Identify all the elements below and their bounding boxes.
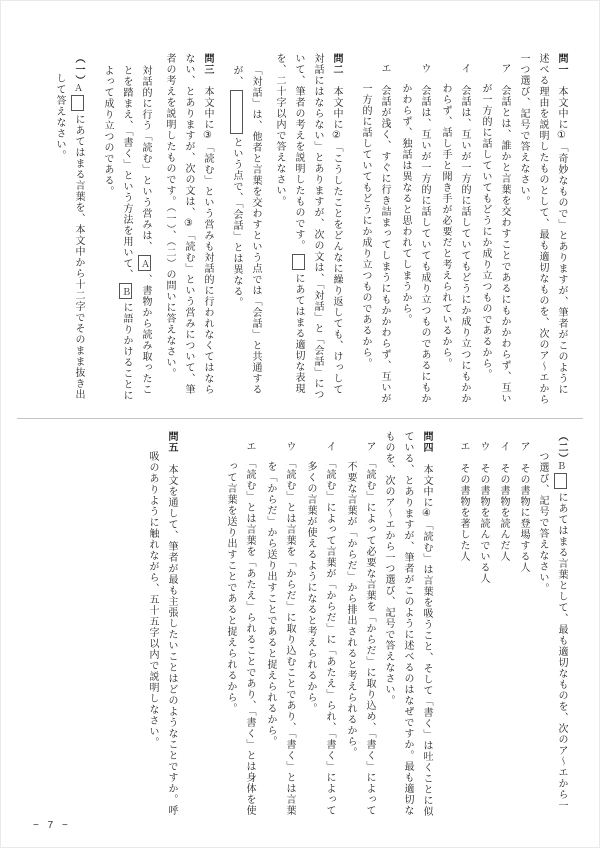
statement-2-text-1: 「対話」は、他者と言葉を交わすという点では「会話」と共通するが、: [231, 65, 261, 395]
statement-3-text-3: に語りかけることによって成り立つのである。: [102, 65, 132, 401]
choice-i-text: 「読む」によって言葉が「からだ」に「あたえ」られ、「書く」によって多くの言葉が使えるようになると考えられるから。: [305, 452, 335, 816]
choice-i-text: 会話は、互いが一方的に話していてもどうにか成り立つにもかかわらず、話し手と聞き手が必要だと考えられているから。: [440, 74, 470, 404]
question-3-label: 問三: [202, 53, 213, 75]
question-2-label: 問二: [331, 53, 342, 75]
blank-answer-slot: [230, 90, 243, 134]
question-2-statement: [227, 53, 265, 405]
sub-question-2-choice-u: [474, 431, 493, 817]
choice-u-label: ウ: [419, 63, 430, 74]
question-4: [221, 431, 436, 817]
question-1-choice-u: [396, 53, 434, 405]
question-2-prompt-2: にあてはまる適切な表現を、二十字以内で答えなさい。: [274, 53, 304, 394]
question-3-statement: [98, 53, 155, 405]
sub-question-2-text-2: にあてはまる言葉として、最も適切なものを、次のア〜エから一つ選び、記号で答えなさい。: [537, 451, 567, 811]
choice-a-text: 会話とは、誰かと言葉を交わすことであるにもかかわらず、互いが一方的に話していてもどうにか成り立つものであるから。: [480, 74, 510, 404]
question-2-prompt-1: 本文中に②「こうしたことをどんなに繰り返しても、けっして対話にはならない」とありますが、次の文は、「対話」と「会話」について、筆者の考えを説明したものです。: [293, 53, 342, 400]
question-1-choice-i: [436, 53, 474, 405]
slot-b-box: Ｂ: [119, 283, 132, 299]
sub-question-2-choice-i: [494, 431, 513, 817]
question-4-label: 問四: [421, 431, 432, 453]
question-1-choice-e: [356, 53, 394, 405]
statement-3-text-2: 、書物から読み取ったことを踏まえ、「書く」という方法を用いて、: [121, 65, 151, 395]
question-4-prompt: 本文中に④「読む」は言葉を吸うこと、そして「書く」は吐くことに似ている、とありますが、筆者がこのように述べるのはなぜですか。最も適切なものを、次のア〜エから一つ選び、記号で答えなさい。: [383, 431, 432, 817]
question-1-label: 問一: [556, 53, 567, 75]
sub-question-2: [454, 431, 571, 817]
question-1-prompt: 本文中に①「奇妙なもので」とありますが、筆者がこのように述べる理由を説明したものとして、最も適切なものを、次のア〜エから一つ選び、記号で答えなさい。: [518, 53, 567, 405]
question-5-body: [143, 431, 181, 817]
question-2: [227, 53, 346, 405]
choice-e-text: 会話が浅く、すぐに行き詰まってしまうにもかかわらず、互いが一方的に話していてもどうにか成り立つものであるから。: [360, 74, 390, 404]
question-3: [98, 53, 217, 405]
choice-i-text: その書物を読んだ人: [498, 452, 509, 562]
choice-i-label: イ: [459, 63, 470, 74]
choice-u-text: 会話は、互いが一方的に話していても成り立つものであるにもかかわらず、独話は異なると思われてしまうから。: [400, 74, 430, 404]
slot-a-box: Ａ: [138, 255, 151, 271]
page-number: − 7 −: [33, 820, 71, 831]
choice-a-text: その書物に登場する人: [518, 452, 529, 573]
question-2-body: [270, 53, 346, 405]
statement-3-text-1: 対話的に行う「読む」という営みは、: [140, 65, 151, 252]
choice-u-text: 「読む」とは言葉を「からだ」に取り込むことであり、「書く」とは言葉を「からだ」から送り出すことであると捉えられるから。: [265, 452, 295, 816]
choice-i-label: イ: [324, 441, 335, 452]
question-3-prompt: 本文中に③「読む」という営みも対話的に行われなくてはならない、とありますが、次の文は、③「読む」という営みについて、筆者の考えを説明したものです。（一）、（二）の問いに答えなさい。: [164, 53, 213, 395]
question-5-label: 問五: [166, 431, 177, 453]
choice-u-label: ウ: [284, 441, 295, 452]
sub-question-1-body: [50, 53, 88, 405]
question-1-body: [514, 53, 571, 405]
question-4-choice-u: [261, 431, 299, 817]
question-4-choice-a: [341, 431, 379, 817]
sub-question-1-label: （一）: [73, 53, 84, 81]
choice-u-text: その書物を読んでいる人: [478, 452, 489, 584]
slot-a-ref-box: Ａ: [71, 95, 84, 111]
choice-e-text: その書物を著した人: [458, 452, 469, 562]
sub-question-1: [50, 53, 88, 405]
choice-e-label: エ: [379, 63, 390, 74]
choice-e-label: エ: [458, 441, 469, 452]
question-1: [356, 53, 571, 405]
answer-box-icon: [292, 254, 305, 270]
choice-a-label: ア: [518, 441, 529, 452]
bottom-section: [103, 431, 571, 817]
sub-question-1-text-2: にあてはまる言葉を、本文中から十二字でそのまま抜き出して答えなさい。: [54, 73, 84, 400]
sub-question-2-choice-e: [454, 431, 473, 817]
sub-question-2-body: [533, 431, 571, 817]
question-3-body: [160, 53, 217, 405]
choice-u-label: ウ: [478, 441, 489, 452]
question-5-prompt: 本文を通して、筆者が最も主張したいことはどのようなことですか。呼吸のありように触れながら、五十五字以内で説明しなさい。: [147, 451, 177, 816]
question-4-choice-e: [221, 431, 259, 817]
choice-a-text: 「読む」によって必要な言葉を「からだ」に取り込め、「書く」によって不要な言葉が「からだ」から排出されると考えられるから。: [345, 452, 375, 816]
question-4-choice-i: [301, 431, 339, 817]
choice-a-label: ア: [364, 441, 375, 452]
choice-i-label: イ: [498, 441, 509, 452]
question-5: [143, 431, 181, 817]
slot-b-ref-box: Ｂ: [554, 473, 567, 489]
statement-2-text-2: という点で、「会話」とは異なる。: [231, 137, 242, 308]
choice-e-text: 「読む」とは言葉を「あたえ」られることであり、「書く」とは身体を使って言葉を送り出すことであると捉えられるから。: [225, 452, 255, 816]
sub-question-2-label: （二）: [556, 431, 567, 459]
sub-question-2-choice-a: [514, 431, 533, 817]
question-1-choice-a: [476, 53, 514, 405]
choice-a-label: ア: [499, 63, 510, 74]
choice-e-label: エ: [244, 441, 255, 452]
top-section: [40, 53, 571, 405]
section-divider: [17, 418, 583, 419]
question-4-body: [379, 431, 436, 817]
